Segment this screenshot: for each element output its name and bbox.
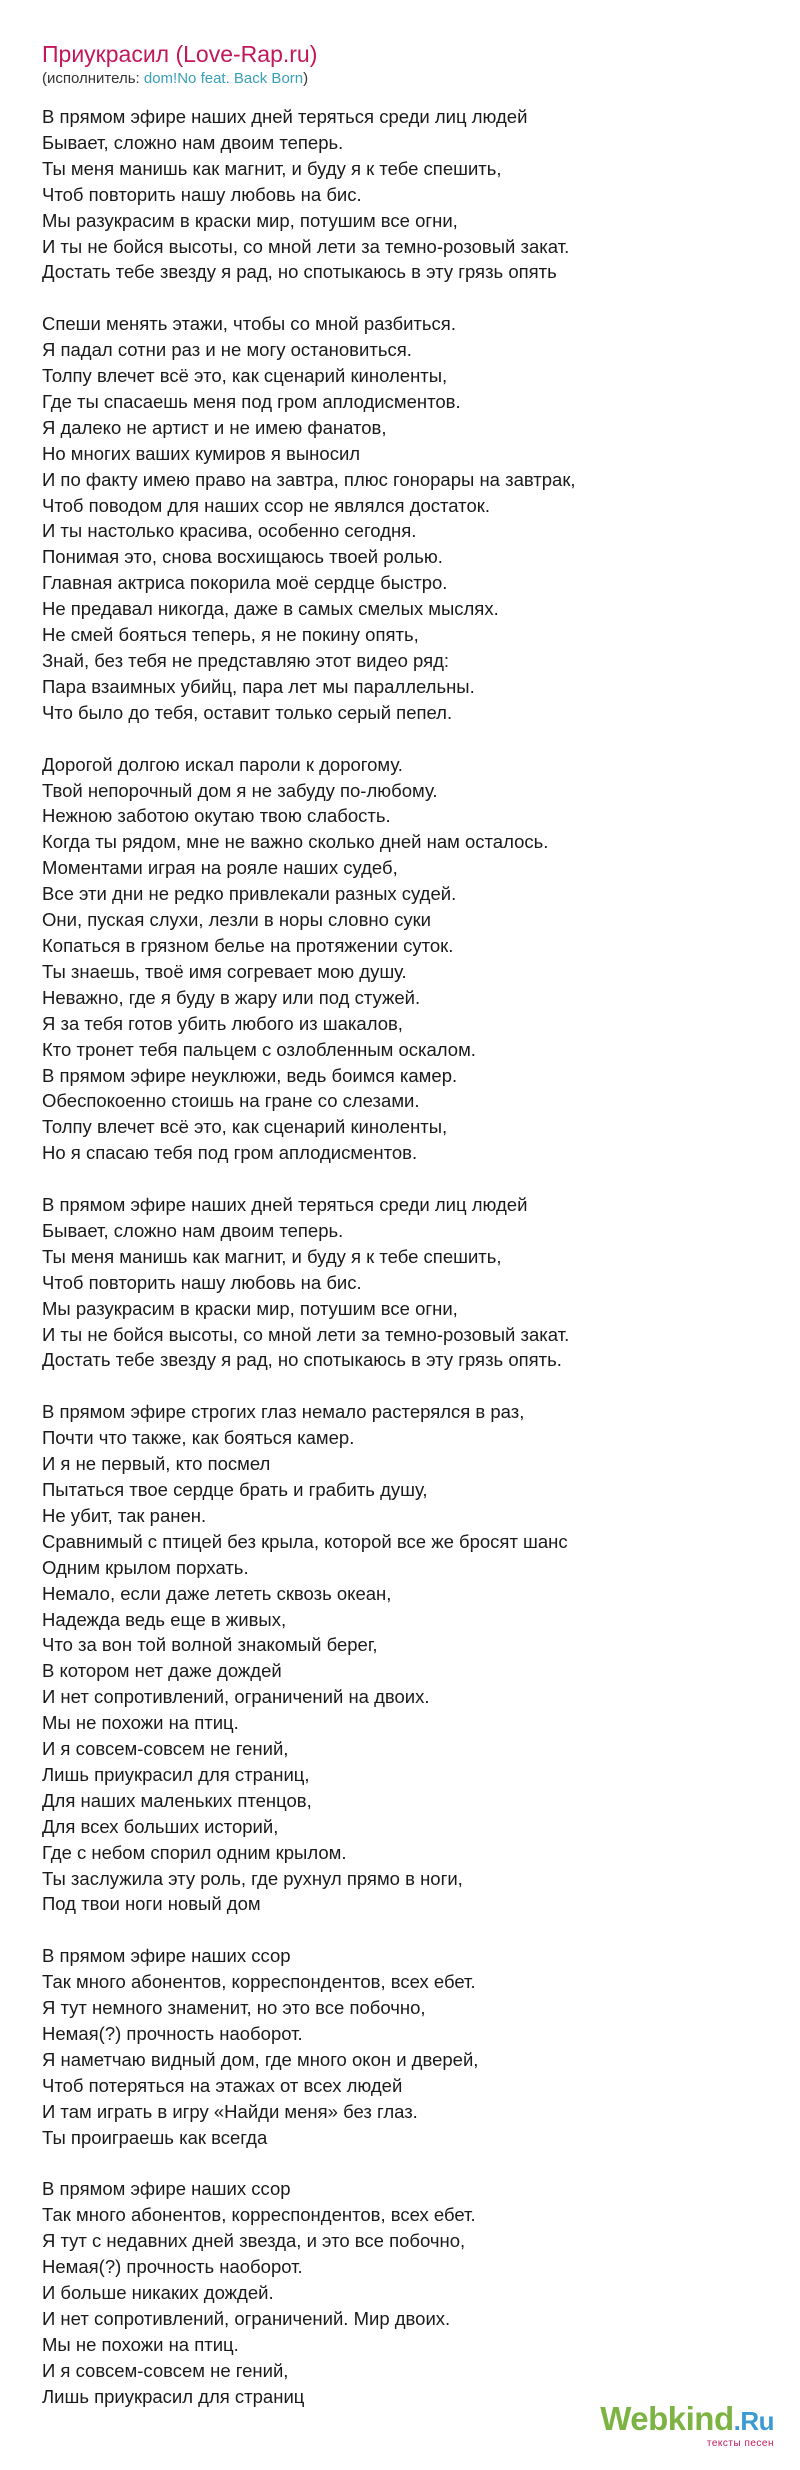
lyrics-line: Они, пуская слухи, лезли в норы словно суки bbox=[42, 909, 431, 931]
lyrics-line: В прямом эфире строгих глаз немало растерялся в раз, bbox=[42, 1401, 525, 1423]
lyrics-line: Неважно, где я буду в жару или под стужей. bbox=[42, 986, 421, 1008]
lyrics-line: Ты проиграешь как всегда bbox=[42, 2126, 268, 2148]
logo-brand-main: Webkind bbox=[600, 2400, 734, 2437]
lyrics-line: Обеспокоенно стоишь на гране со слезами. bbox=[42, 1090, 420, 1112]
lyrics-line: Чтоб повторить нашу любовь на бис. bbox=[42, 183, 362, 205]
lyrics-line: Где ты спасаешь меня под гром аплодисментов. bbox=[42, 390, 461, 412]
lyrics-line: В прямом эфире наших ссор bbox=[42, 1945, 291, 1967]
lyrics-stanza bbox=[42, 752, 782, 1167]
lyrics-line: Я тут немного знаменит, но это все побочно, bbox=[42, 1997, 426, 2019]
lyrics-line: Так много абонентов, корреспондентов, всех ебет. bbox=[42, 2204, 476, 2226]
lyrics-line: Под твои ноги новый дом bbox=[42, 1893, 261, 1915]
lyrics-line: Толпу влечет всё это, как сценарий киноленты, bbox=[42, 365, 448, 387]
lyrics-line: Я наметчаю видный дом, где много окон и дверей, bbox=[42, 2048, 479, 2070]
lyrics-line: И я не первый, кто посмел bbox=[42, 1453, 271, 1475]
lyrics-line: Где с небом спорил одним крылом. bbox=[42, 1841, 347, 1863]
lyrics-line: Дорогой долгою искал пароли к дорогому. bbox=[42, 753, 403, 775]
lyrics-line: Я тут с недавних дней звезда, и это все побочно, bbox=[42, 2230, 466, 2252]
lyrics-line: Но многих ваших кумиров я выносил bbox=[42, 442, 361, 464]
lyrics-line: В прямом эфире наших ссор bbox=[42, 2178, 291, 2200]
lyrics-line: Ты меня манишь как магнит, и буду я к тебе спешить, bbox=[42, 157, 502, 179]
lyrics-line: И ты не бойся высоты, со мной лети за темно-розовый закат. bbox=[42, 235, 570, 257]
lyrics-line: Все эти дни не редко привлекали разных судей. bbox=[42, 883, 457, 905]
lyrics-stanza bbox=[42, 1399, 782, 1917]
lyrics-line: Не предавал никогда, даже в самых смелых мыслях. bbox=[42, 598, 499, 620]
lyrics-line: И ты не бойся высоты, со мной лети за темно-розовый закат. bbox=[42, 1323, 570, 1345]
lyrics-line: Мы не похожи на птиц. bbox=[42, 1712, 239, 1734]
lyrics-stanza bbox=[42, 2176, 782, 2409]
lyrics-line: Главная актриса покорила моё сердце быстро. bbox=[42, 572, 448, 594]
lyrics-line: Не убит, так ранен. bbox=[42, 1504, 207, 1526]
lyrics-line: И я совсем-совсем не гений, bbox=[42, 1738, 289, 1760]
lyrics-line: И я совсем-совсем не гений, bbox=[42, 2359, 289, 2381]
lyrics-line: Что за вон той волной знакомый берег, bbox=[42, 1634, 378, 1656]
lyrics-stanza bbox=[42, 104, 782, 285]
lyrics-body bbox=[42, 104, 782, 2410]
lyrics-line: Мы разукрасим в краски мир, потушим все огни, bbox=[42, 209, 458, 231]
lyrics-line: И нет сопротивлений, ограничений. Мир двоих. bbox=[42, 2307, 451, 2329]
lyrics-stanza bbox=[42, 1943, 782, 2150]
lyrics-line: Я далеко не артист и не имею фанатов, bbox=[42, 416, 387, 438]
lyrics-line: И по факту имею право на завтра, плюс гонорары на завтрак, bbox=[42, 468, 576, 490]
lyrics-line: И там играть в игру «Найди меня» без глаз. bbox=[42, 2100, 418, 2122]
site-logo[interactable] bbox=[600, 2400, 774, 2450]
lyrics-line: Я падал сотни раз и не могу остановиться. bbox=[42, 339, 412, 361]
lyrics-stanza bbox=[42, 311, 782, 726]
lyrics-line: Копаться в грязном белье на протяжении суток. bbox=[42, 934, 454, 956]
lyrics-line: Лишь приукрасил для страниц bbox=[42, 2385, 305, 2407]
lyrics-line: Немая(?) прочность наоборот. bbox=[42, 2022, 303, 2044]
lyrics-line: Пара взаимных убийц, пара лет мы параллельны. bbox=[42, 675, 475, 697]
lyrics-line: В прямом эфире наших дней теряться среди лиц людей bbox=[42, 106, 528, 127]
lyrics-line: Знай, без тебя не представляю этот видео ряд: bbox=[42, 650, 450, 672]
lyrics-line: В прямом эфире неуклюжи, ведь боимся камер. bbox=[42, 1064, 458, 1086]
lyrics-line: Бывает, сложно нам двоим теперь. bbox=[42, 1219, 344, 1241]
lyrics-line: И больше никаких дождей. bbox=[42, 2282, 274, 2304]
lyrics-line: Не смей бояться теперь, я не покину опять, bbox=[42, 624, 419, 646]
lyrics-line: Достать тебе звезду я рад, но спотыкаюсь в эту грязь опять. bbox=[42, 1349, 562, 1371]
logo-brand-tld: .Ru bbox=[733, 2406, 774, 2436]
logo-brand bbox=[600, 2400, 774, 2440]
lyrics-line: Немало, если даже лететь сквозь океан, bbox=[42, 1582, 392, 1604]
lyrics-line: Понимая это, снова восхищаюсь твоей ролью. bbox=[42, 546, 443, 568]
lyrics-line: Надежда ведь еще в живых, bbox=[42, 1608, 287, 1630]
artist-prefix: (исполнитель: bbox=[42, 70, 144, 87]
lyrics-line: Моментами играя на рояле наших судеб, bbox=[42, 857, 398, 879]
lyrics-line: Чтоб поводом для наших ссор не являлся достаток. bbox=[42, 494, 490, 516]
lyrics-line: Нежною заботою окутаю твою слабость. bbox=[42, 805, 391, 827]
lyrics-line: Ты заслужила эту роль, где рухнул прямо в ноги, bbox=[42, 1867, 463, 1889]
page-title: Приукрасил (Love-Rap.ru) bbox=[42, 41, 318, 67]
lyrics-line: Сравнимый с птицей без крыла, которой все же бросят шанс bbox=[42, 1530, 568, 1552]
lyrics-line: Твой непорочный дом я не забуду по-любому. bbox=[42, 779, 438, 801]
lyrics-line: Немая(?) прочность наоборот. bbox=[42, 2256, 303, 2278]
lyrics-line: Ты меня манишь как магнит, и буду я к тебе спешить, bbox=[42, 1245, 502, 1267]
artist-suffix: ) bbox=[303, 70, 309, 87]
lyrics-line: Чтоб повторить нашу любовь на бис. bbox=[42, 1271, 362, 1293]
artist-link[interactable]: dom!No feat. Back Born bbox=[143, 70, 304, 87]
lyrics-line: Пытаться твое сердце брать и грабить душу, bbox=[42, 1478, 428, 1500]
lyrics-line: Мы разукрасим в краски мир, потушим все огни, bbox=[42, 1297, 458, 1319]
lyrics-line: Бывает, сложно нам двоим теперь. bbox=[42, 131, 344, 153]
logo-tagline: тексты песен bbox=[706, 2438, 774, 2449]
lyrics-line: И нет сопротивлений, ограничений на двоих. bbox=[42, 1686, 430, 1708]
lyrics-line: В котором нет даже дождей bbox=[42, 1660, 282, 1682]
lyrics-line: Чтоб потеряться на этажах от всех людей bbox=[42, 2074, 403, 2096]
lyrics-line: Для всех больших историй, bbox=[42, 1815, 279, 1837]
lyrics-line: И ты настолько красива, особенно сегодня. bbox=[42, 520, 417, 542]
lyrics-line: Лишь приукрасил для страниц, bbox=[42, 1763, 310, 1785]
lyrics-line: Мы не похожи на птиц. bbox=[42, 2333, 239, 2355]
lyrics-line: Толпу влечет всё это, как сценарий киноленты, bbox=[42, 1116, 448, 1138]
lyrics-line: Одним крылом порхать. bbox=[42, 1556, 249, 1578]
lyrics-line: В прямом эфире наших дней теряться среди лиц людей bbox=[42, 1194, 528, 1216]
lyrics-line: Когда ты рядом, мне не важно сколько дней нам осталось. bbox=[42, 831, 549, 853]
artist-line bbox=[42, 70, 308, 88]
lyrics-line: Но я спасаю тебя под гром аплодисментов. bbox=[42, 1142, 418, 1164]
lyrics-line: Кто тронет тебя пальцем с озлобленным оскалом. bbox=[42, 1038, 476, 1060]
lyrics-line: Для наших маленьких птенцов, bbox=[42, 1789, 312, 1811]
lyrics-line: Спеши менять этажи, чтобы со мной разбиться. bbox=[42, 313, 456, 335]
lyrics-line: Так много абонентов, корреспондентов, всех ебет. bbox=[42, 1971, 476, 1993]
lyrics-stanza bbox=[42, 1192, 782, 1373]
lyrics-line: Я за тебя готов убить любого из шакалов, bbox=[42, 1012, 403, 1034]
lyrics-line: Почти что также, как бояться камер. bbox=[42, 1427, 355, 1449]
lyrics-line: Ты знаешь, твоё имя согревает мою душу. bbox=[42, 960, 407, 982]
lyrics-line: Достать тебе звезду я рад, но спотыкаюсь в эту грязь опять bbox=[42, 261, 557, 283]
lyrics-line: Что было до тебя, оставит только серый пепел. bbox=[42, 701, 453, 723]
